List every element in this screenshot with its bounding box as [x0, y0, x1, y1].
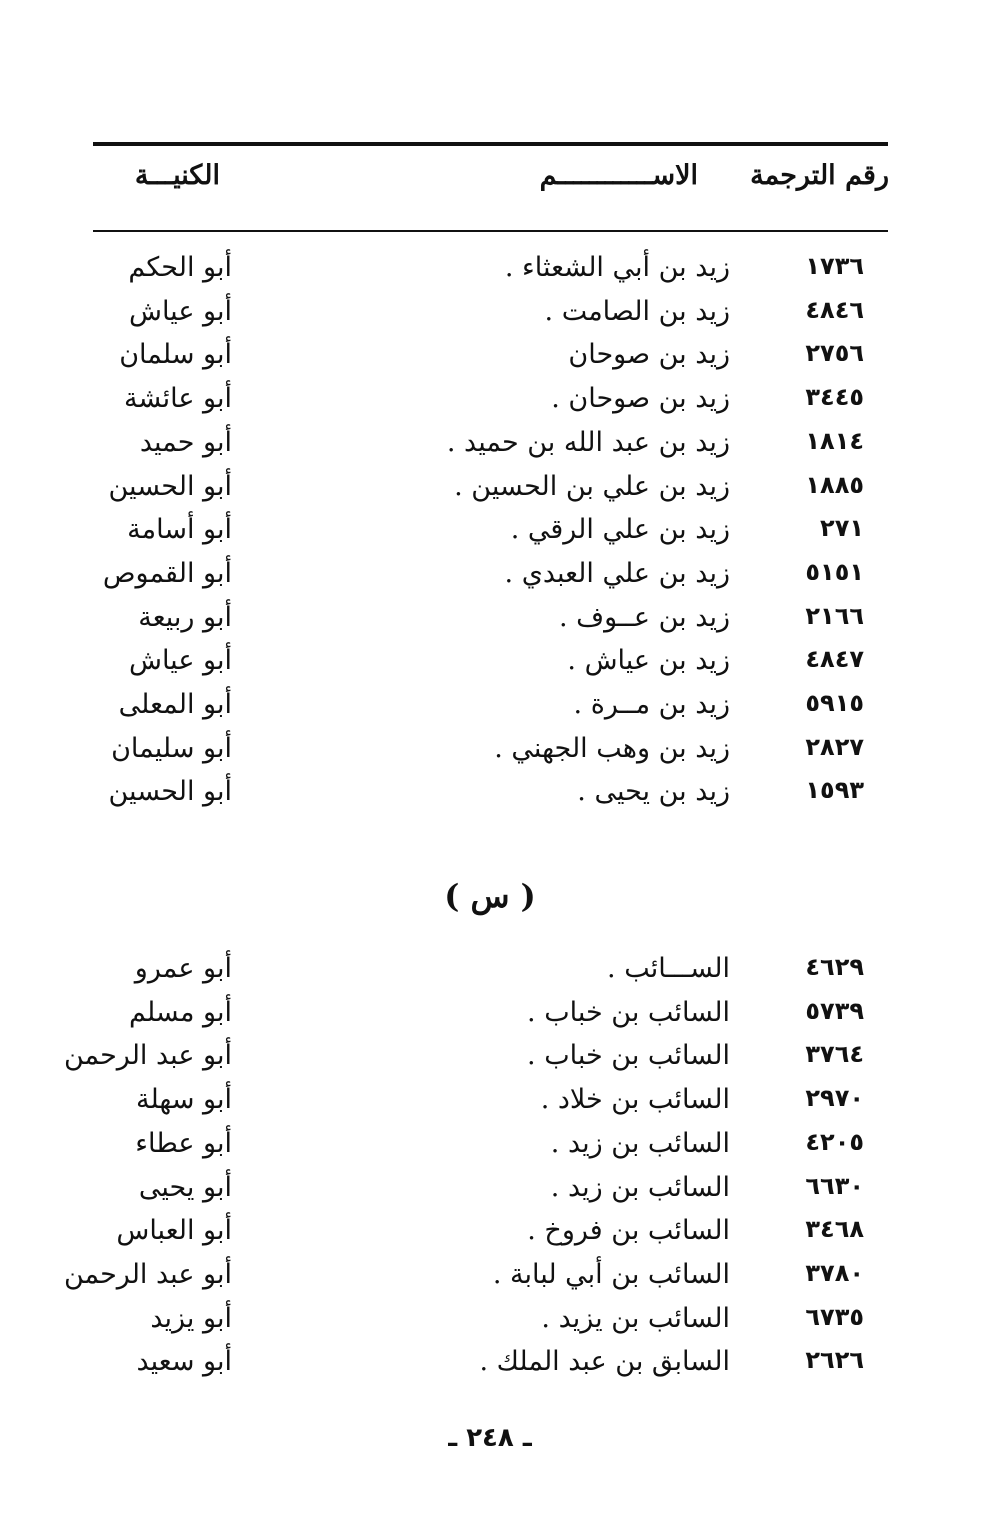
header-number: رقم الترجمة: [750, 160, 889, 191]
table-row: [0, 997, 1004, 1041]
kunya: أبو عمرو: [134, 953, 232, 984]
biography-number: ٢٧١: [820, 514, 864, 543]
person-name: زيد بن صوحان: [568, 339, 730, 371]
biography-number: ٢١٦٦: [805, 601, 864, 630]
person-name: زيد بن الصامت .: [544, 295, 730, 327]
person-name: زيد بن أبي الشعثاء .: [504, 252, 730, 283]
header-kunya: الكنيـــة: [134, 160, 220, 191]
person-name: السائب بن أبي لبابة .: [492, 1258, 730, 1290]
person-name: زيد بن علي بن الحسين .: [454, 470, 730, 502]
kunya: أبو المعلى: [118, 689, 232, 720]
biography-number: ٦٧٣٥: [805, 1302, 864, 1331]
table-row: [0, 383, 1004, 427]
table-row: [0, 1084, 1004, 1128]
person-name: زيد بن وهب الجهني .: [494, 732, 730, 764]
person-name: السائب بن زيد .: [550, 1127, 730, 1159]
kunya: أبو يحيى: [138, 1171, 232, 1203]
kunya: أبو عبد الرحمن: [63, 1040, 232, 1072]
table-row: [0, 558, 1004, 602]
table-row: [0, 776, 1004, 820]
header-name: الاســــــــــــم: [539, 160, 698, 191]
person-name: السائب بن فروخ .: [527, 1215, 730, 1247]
kunya: أبو الحكم: [128, 252, 232, 283]
table-row: [0, 471, 1004, 515]
kunya: أبو مسلم: [128, 996, 232, 1028]
kunya: أبو ربيعة: [138, 601, 232, 633]
table-row: [0, 514, 1004, 558]
person-name: السائب بن خلاد .: [540, 1084, 730, 1116]
table-row: [0, 1215, 1004, 1259]
person-name: زيد بن علي العبدي .: [504, 557, 730, 589]
letter-heading: ( س ): [444, 877, 536, 915]
table-row: [0, 733, 1004, 777]
kunya: أبو الحسين: [108, 470, 232, 502]
biography-number: ٤٦٢٩: [805, 953, 864, 981]
table-row: [0, 1040, 1004, 1084]
table-row: [0, 953, 1004, 997]
biography-number: ٢٩٧٠: [805, 1084, 864, 1113]
table-row: [0, 1128, 1004, 1172]
person-name: زيد بن علي الرقي .: [510, 514, 730, 546]
person-name: السائب بن خباب .: [527, 1040, 730, 1072]
kunya: أبو عبد الرحمن: [63, 1258, 232, 1290]
biography-number: ١٧٣٦: [805, 252, 864, 280]
biography-number: ٤٨٤٧: [805, 645, 864, 674]
biography-number: ٢٧٥٦: [805, 339, 864, 368]
biography-number: ٦٦٣٠: [805, 1171, 864, 1200]
person-name: السابق بن عبد الملك .: [479, 1346, 730, 1378]
kunya: أبو يزيد: [150, 1302, 232, 1334]
biography-number: ٣٤٤٥: [805, 383, 864, 412]
kunya: أبو عياش: [129, 295, 232, 327]
person-name: السائب بن خباب .: [527, 996, 730, 1028]
kunya: أبو العباس: [116, 1215, 232, 1247]
table-row: [0, 427, 1004, 471]
biography-number: ٢٦٢٦: [805, 1346, 864, 1375]
table-row: [0, 1303, 1004, 1347]
person-name: زيد بن عبد الله بن حميد .: [446, 426, 730, 458]
biography-number: ٣٧٦٤: [805, 1040, 864, 1069]
table-row: [0, 1172, 1004, 1216]
kunya: أبو عياش: [129, 645, 232, 677]
kunya: أبو عطاء: [135, 1127, 232, 1159]
kunya: أبو القموص: [102, 557, 232, 589]
biography-number: ٢٨٢٧: [805, 732, 864, 761]
kunya: أبو الحسين: [108, 776, 232, 808]
top-rule: [93, 142, 888, 146]
biography-number: ٥٩١٥: [805, 689, 864, 717]
kunya: أبو سليمان: [111, 732, 232, 764]
table-row: [0, 1259, 1004, 1303]
table-row: [0, 602, 1004, 646]
table-row: [0, 252, 1004, 296]
kunya: أبو عائشة: [124, 383, 232, 415]
header-rule: [93, 230, 888, 232]
biography-number: ٣٧٨٠: [805, 1258, 864, 1287]
person-name: زيد بن عــوف .: [559, 601, 730, 633]
biography-number: ٣٤٦٨: [805, 1215, 864, 1244]
person-name: زيد بن يحيى .: [577, 776, 730, 808]
biography-number: ٤٨٤٦: [805, 295, 864, 324]
table-row: [0, 1346, 1004, 1390]
kunya: أبو سهلة: [135, 1084, 232, 1116]
table-row: [0, 339, 1004, 383]
biography-number: ٤٢٠٥: [805, 1127, 864, 1156]
page-number: ـ ٢٤٨ ـ: [448, 1423, 532, 1453]
kunya: أبو حميد: [139, 426, 232, 458]
person-name: زيد بن مــرة .: [573, 689, 730, 720]
person-name: السائب بن يزيد .: [541, 1302, 730, 1334]
person-name: السائب بن زيد .: [550, 1171, 730, 1203]
biography-number: ١٥٩٣: [805, 776, 864, 805]
kunya: أبو سلمان: [119, 339, 232, 371]
biography-number: ٥٧٣٩: [805, 996, 864, 1025]
table-row: [0, 689, 1004, 733]
biography-number: ١٨١٤: [805, 426, 864, 455]
person-name: زيد بن عياش .: [567, 645, 730, 677]
person-name: زيد بن صوحان .: [551, 383, 730, 415]
kunya: أبو سعيد: [136, 1346, 232, 1378]
biography-number: ١٨٨٥: [805, 470, 864, 499]
person-name: الســـائب .: [607, 953, 730, 984]
table-row: [0, 296, 1004, 340]
table-row: [0, 645, 1004, 689]
kunya: أبو أسامة: [127, 514, 232, 546]
biography-number: ٥١٥١: [805, 557, 864, 586]
